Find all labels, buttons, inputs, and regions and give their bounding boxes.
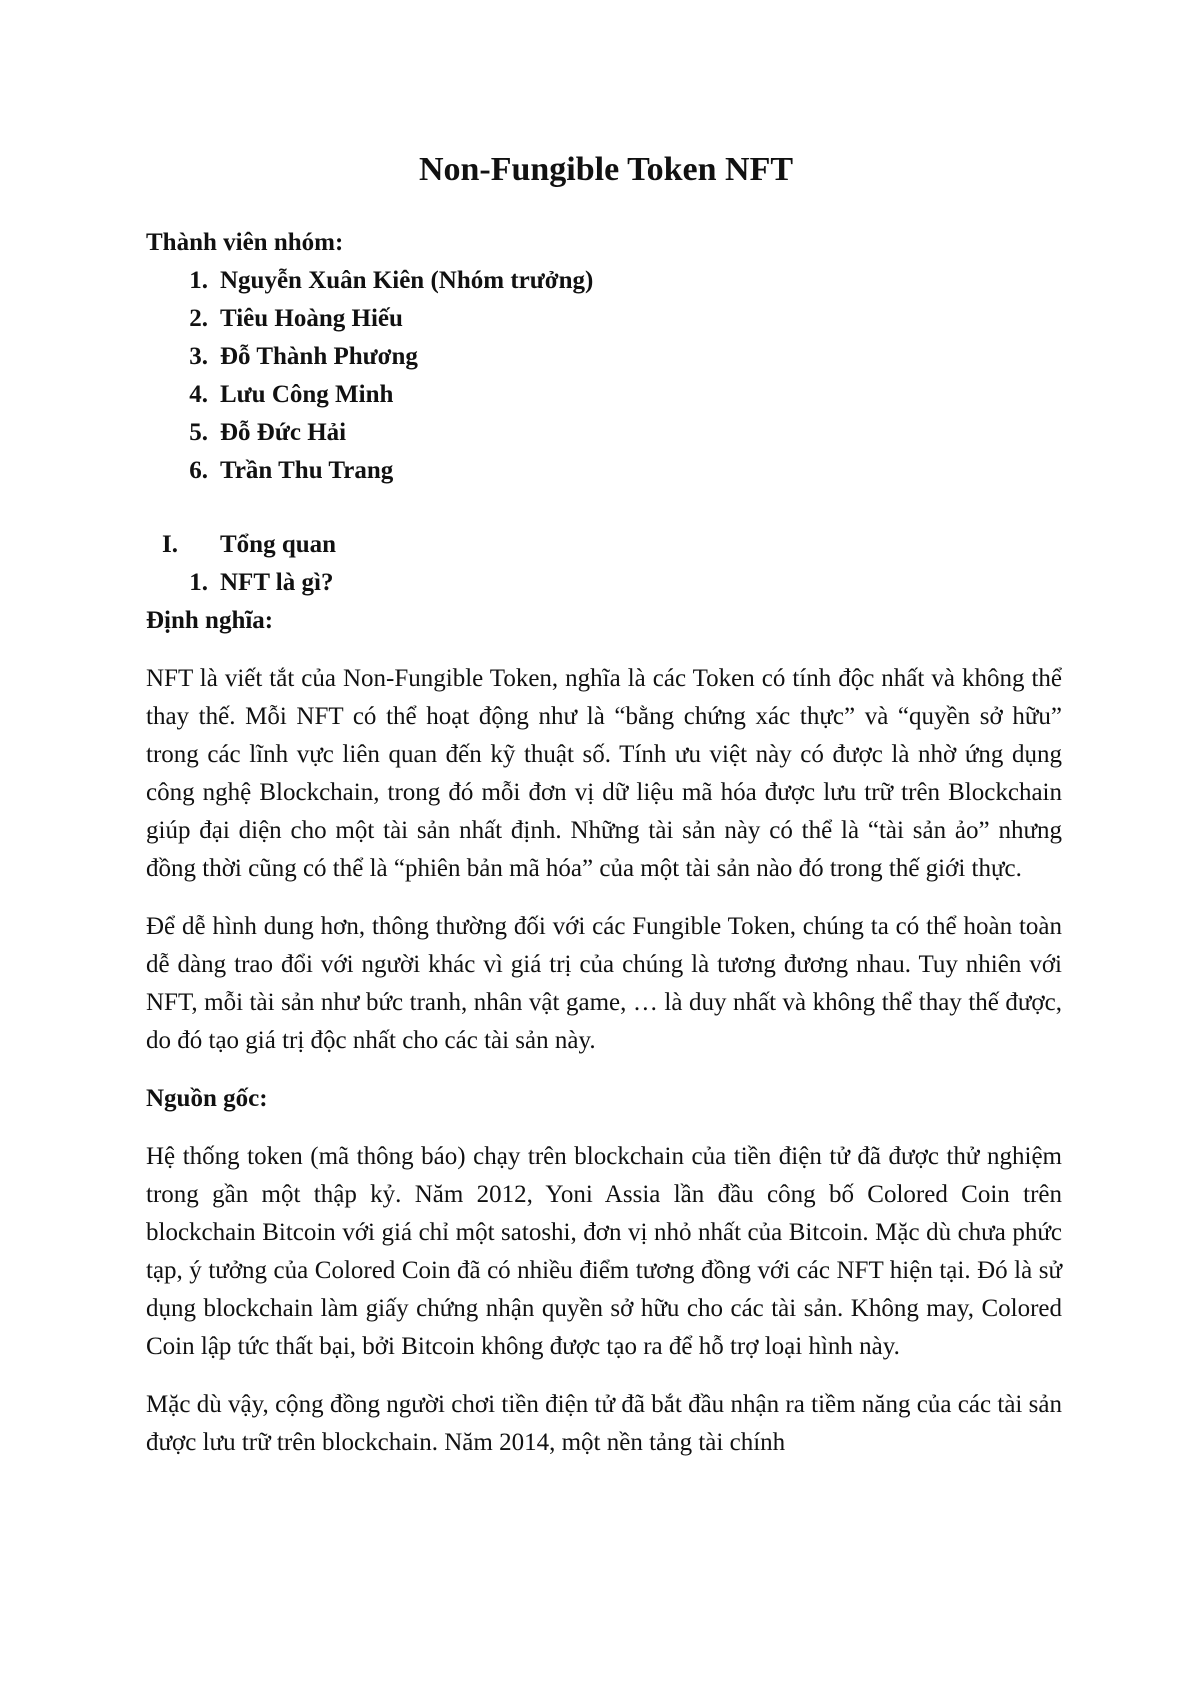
section-label: Tổng quan xyxy=(220,531,337,558)
member-number: 1. xyxy=(189,267,208,294)
member-name: Trần Thu Trang xyxy=(220,457,394,484)
member-item xyxy=(146,452,1062,490)
subsection-label: NFT là gì? xyxy=(220,569,334,596)
subsection-list xyxy=(146,564,1062,602)
member-item xyxy=(146,376,1062,414)
member-number: 2. xyxy=(189,305,208,332)
member-number: 6. xyxy=(189,457,208,484)
member-item xyxy=(146,262,1062,300)
member-number: 5. xyxy=(189,419,208,446)
origin-label: Nguồn gốc: xyxy=(146,1085,268,1112)
member-number: 4. xyxy=(189,381,208,408)
document-title: Non-Fungible Token NFT xyxy=(418,151,794,188)
members-label: Thành viên nhóm: xyxy=(146,229,344,256)
members-list xyxy=(146,262,1062,490)
member-item xyxy=(146,300,1062,338)
member-number: 3. xyxy=(189,343,208,370)
member-item xyxy=(146,414,1062,452)
member-name: Lưu Công Minh xyxy=(220,381,394,408)
member-item xyxy=(146,338,1062,376)
definition-paragraph: Để dễ hình dung hơn, thông thường đối với các Fungible Token, chúng ta có thể hoàn toàn dễ dàng trao đổi với người khác vì giá trị của chúng là tương đương nhau. Tuy nhiên với NFT, mỗi tài sản như bức tranh, nhân vật game, … là duy nhất và không thể thay thế được, do đó tạo giá trị độc nhất cho các tài sản này. xyxy=(146,913,1062,1054)
member-name: Tiêu Hoàng Hiếu xyxy=(220,305,403,332)
member-name: Nguyễn Xuân Kiên (Nhóm trưởng) xyxy=(220,267,594,294)
definition-paragraph: NFT là viết tắt của Non-Fungible Token, nghĩa là các Token có tính độc nhất và không thể thay thế. Mỗi NFT có thể hoạt động như là “bằng chứng xác thực” và “quyền sở hữu” trong các lĩnh vực liên quan đến kỹ thuật số. Tính ưu việt này có được là nhờ ứng dụng công nghệ Blockchain, trong đó mỗi đơn vị dữ liệu mã hóa được lưu trữ trên Blockchain giúp đại diện cho một tài sản nhất định. Những tài sản này có thể là “tài sản ảo” nhưng đồng thời cũng có thể là “phiên bản mã hóa” của một tài sản nào đó trong thế giới thực. xyxy=(146,665,1062,882)
origin-paragraph: Hệ thống token (mã thông báo) chạy trên blockchain của tiền điện tử đã được thử nghiệm trong gần một thập kỷ. Năm 2012, Yoni Assia lần đầu công bố Colored Coin trên blockchain Bitcoin với giá chỉ một satoshi, đơn vị nhỏ nhất của Bitcoin. Mặc dù chưa phức tạp, ý tưởng của Colored Coin đã có nhiều điểm tương đồng với các NFT hiện tại. Đó là sử dụng blockchain làm giấy chứng nhận quyền sở hữu cho các tài sản. Không may, Colored Coin lập tức thất bại, bởi Bitcoin không được tạo ra để hỗ trợ loại hình này. xyxy=(146,1143,1062,1360)
subsection-heading-what-is-nft xyxy=(146,564,1062,602)
section-heading-overview xyxy=(146,526,1062,564)
member-name: Đỗ Đức Hải xyxy=(220,419,347,446)
definition-label: Định nghĩa: xyxy=(146,607,274,634)
section-number: I. xyxy=(162,531,178,558)
origin-paragraph: Mặc dù vậy, cộng đồng người chơi tiền điện tử đã bắt đầu nhận ra tiềm năng của các tài sản được lưu trữ trên blockchain. Năm 2014, một nền tảng tài chính xyxy=(146,1391,1062,1456)
subsection-number: 1. xyxy=(189,569,208,596)
member-name: Đỗ Thành Phương xyxy=(220,343,418,370)
